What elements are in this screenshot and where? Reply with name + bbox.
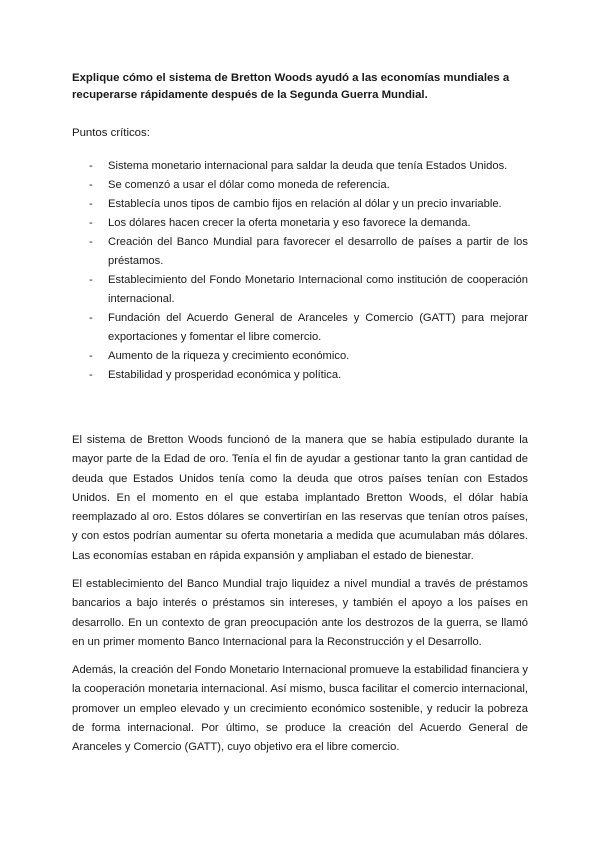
list-item-text: Creación del Banco Mundial para favorecer el desarrollo de países a partir de los préstamos.: [108, 236, 528, 267]
bullet-marker: -: [89, 179, 93, 191]
bullet-marker: -: [89, 274, 93, 286]
list-item-text: Se comenzó a usar el dólar como moneda de referencia.: [108, 179, 390, 191]
list-item: [72, 195, 528, 214]
critical-points-list: [72, 157, 528, 385]
list-item: [72, 271, 528, 309]
list-item-text: Establecimiento del Fondo Monetario Internacional como institución de cooperación internacional.: [108, 274, 528, 305]
body-paragraph-imf-gatt: Además, la creación del Fondo Monetario Internacional promueve la estabilidad financiera y la cooperación monetaria internacional. Así mismo, busca facilitar el comercio internacional, promover un empleo elevado y un crecimiento económico sostenible, y reducir la pobreza de forma internacional. Por último, se produce la creación del Acuerdo General de Aranceles y Comercio (GATT), cuyo objetivo era el libre comercio.: [72, 664, 528, 754]
list-item: [72, 366, 528, 385]
list-item: [72, 157, 528, 176]
list-item: [72, 309, 528, 347]
list-item: [72, 176, 528, 195]
bullet-marker: -: [89, 350, 93, 362]
bullet-marker: -: [89, 369, 93, 381]
list-item: [72, 347, 528, 366]
list-item-text: Estabilidad y prosperidad económica y política.: [108, 369, 342, 381]
bullet-marker: -: [89, 236, 93, 248]
list-item-text: Sistema monetario internacional para saldar la deuda que tenía Estados Unidos.: [108, 160, 508, 172]
list-item-text: Fundación del Acuerdo General de Aranceles y Comercio (GATT) para mejorar exportaciones y fomentar el libre comercio.: [108, 312, 528, 343]
document-title: Explique cómo el sistema de Bretton Woods ayudó a las economías mundiales a recuperarse rápidamente después de la Segunda Guerra Mundial.: [72, 72, 510, 101]
list-item: [72, 214, 528, 233]
body-paragraph-bretton-woods: El sistema de Bretton Woods funcionó de la manera que se había estipulado durante la mayor parte de la Edad de oro. Tenía el fin de ayudar a gestionar tanto la gran cantidad de deuda que Estados Unidos tenía como la deuda que otros países tenían con Estados Unidos. En el momento en el que estaba implantado Bretton Woods, el dólar había reemplazado al oro. Estos dólares se convertirían en las reservas que tenían otros países, y con estos podrían aumentar su oferta monetaria a medida que acumulaban más dólares. Las economías estaban en rápida expansión y ampliaban el estado de bienestar.: [72, 434, 528, 562]
list-item-text: Los dólares hacen crecer la oferta monetaria y eso favorece la demanda.: [108, 217, 471, 229]
list-item-text: Establecía unos tipos de cambio fijos en relación al dólar y un precio invariable.: [108, 198, 502, 210]
list-item-text: Aumento de la riqueza y crecimiento económico.: [108, 350, 350, 362]
bullet-marker: -: [89, 198, 93, 210]
bullet-marker: -: [89, 312, 93, 324]
bullet-marker: -: [89, 160, 93, 172]
bullet-marker: -: [89, 217, 93, 229]
critical-points-heading: Puntos críticos:: [72, 127, 150, 139]
body-paragraph-world-bank: El establecimiento del Banco Mundial trajo liquidez a nivel mundial a través de préstamos bancarios a bajo interés o préstamos sin intereses, y también el apoyo a los países en desarrollo. En un contexto de gran preocupación ante los destrozos de la guerra, se llamó en un primer momento Banco Internacional para la Reconstrucción y el Desarrollo.: [72, 578, 528, 648]
list-item: [72, 233, 528, 271]
